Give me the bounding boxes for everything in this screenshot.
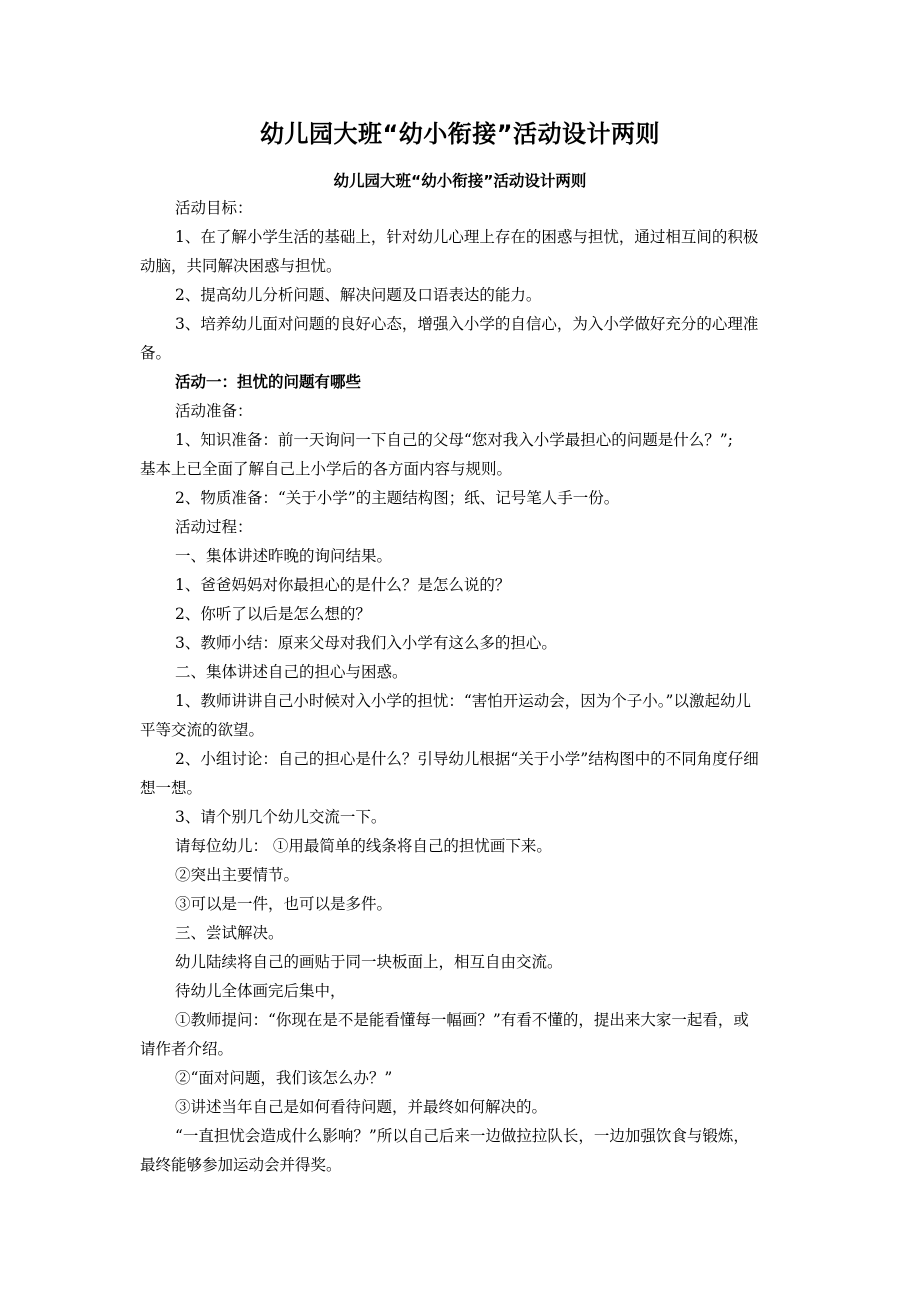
paragraph-line: 1、爸爸妈妈对你最担心的是什么？是怎么说的？: [175, 576, 511, 594]
paragraph-line: 1、教师讲讲自己小时候对入小学的担忧：“害怕开运动会，因为个子小。”以激起幼儿: [175, 692, 751, 710]
paragraph-line: 2、小组讨论：自己的担心是什么？引导幼儿根据“关于小学”结构图中的不同角度仔细: [175, 750, 759, 768]
paragraph-line: 3、请个别几个幼儿交流一下。: [175, 808, 387, 826]
paragraph-line: 动脑，共同解决困惑与担忧。: [140, 257, 342, 275]
paragraph-line: 想一想。: [140, 779, 203, 797]
paragraph-line: 请作者介绍。: [140, 1040, 234, 1058]
paragraph-line: “一直担忧会造成什么影响？”所以自己后来一边做拉拉队长，一边加强饮食与锻炼，: [175, 1127, 749, 1145]
paragraph-line: ③讲述当年自己是如何看待问题，并最终如何解决的。: [175, 1098, 548, 1116]
paragraph-line: 3、教师小结：原来父母对我们入小学有这么多的担心。: [175, 634, 557, 652]
paragraph-line: 备。: [140, 344, 172, 362]
paragraph-line: ②“面对问题，我们该怎么办？”: [175, 1069, 393, 1087]
paragraph-line: 活动过程：: [175, 518, 253, 536]
paragraph-line: 最终能够参加运动会并得奖。: [140, 1156, 342, 1174]
paragraph-line: 活动目标：: [175, 199, 253, 217]
paragraph-line: 二、集体讲述自己的担心与困惑。: [175, 663, 408, 681]
paragraph-line: 1、在了解小学生活的基础上，针对幼儿心理上存在的困惑与担忧，通过相互间的积极: [175, 228, 759, 246]
paragraph-line: 幼儿陆续将自己的画贴于同一块板面上，相互自由交流。: [175, 953, 563, 971]
paragraph-line: 三、尝试解决。: [175, 924, 284, 942]
paragraph-line: 一、集体讲述昨晚的询问结果。: [175, 547, 393, 565]
section-heading: 活动一：担忧的问题有哪些: [175, 373, 362, 391]
paragraph-line: 2、物质准备：“关于小学”的主题结构图；纸、记号笔人手一份。: [175, 489, 620, 507]
paragraph-line: 2、提高幼儿分析问题、解决问题及口语表达的能力。: [175, 286, 542, 304]
paragraph-line: 活动准备：: [175, 402, 253, 420]
paragraph-line: ②突出主要情节。: [175, 866, 300, 884]
paragraph-line: 3、培养幼儿面对问题的良好心态，增强入小学的自信心，为入小学做好充分的心理准: [175, 315, 759, 333]
paragraph-line: 2、你听了以后是怎么想的？: [175, 605, 371, 623]
paragraph-line: 1、知识准备：前一天询问一下自己的父母“您对我入小学最担心的问题是什么？”;: [175, 431, 733, 449]
paragraph-line: 待幼儿全体画完后集中，: [175, 982, 346, 1000]
paragraph-line: ①教师提问：“你现在是不是能看懂每一幅画？”有看不懂的，提出来大家一起看，或: [175, 1011, 749, 1029]
document-title: 幼儿园大班“幼小衔接”活动设计两则: [259, 120, 661, 148]
paragraph-line: 请每位幼儿： ①用最简单的线条将自己的担忧画下来。: [175, 837, 552, 855]
paragraph-line: 平等交流的欲望。: [140, 721, 265, 739]
paragraph-line: ③可以是一件，也可以是多件。: [175, 895, 393, 913]
document-subtitle: 幼儿园大班“幼小衔接”活动设计两则: [333, 172, 587, 190]
paragraph-line: 基本上已全面了解自己上小学后的各方面内容与规则。: [140, 460, 513, 478]
